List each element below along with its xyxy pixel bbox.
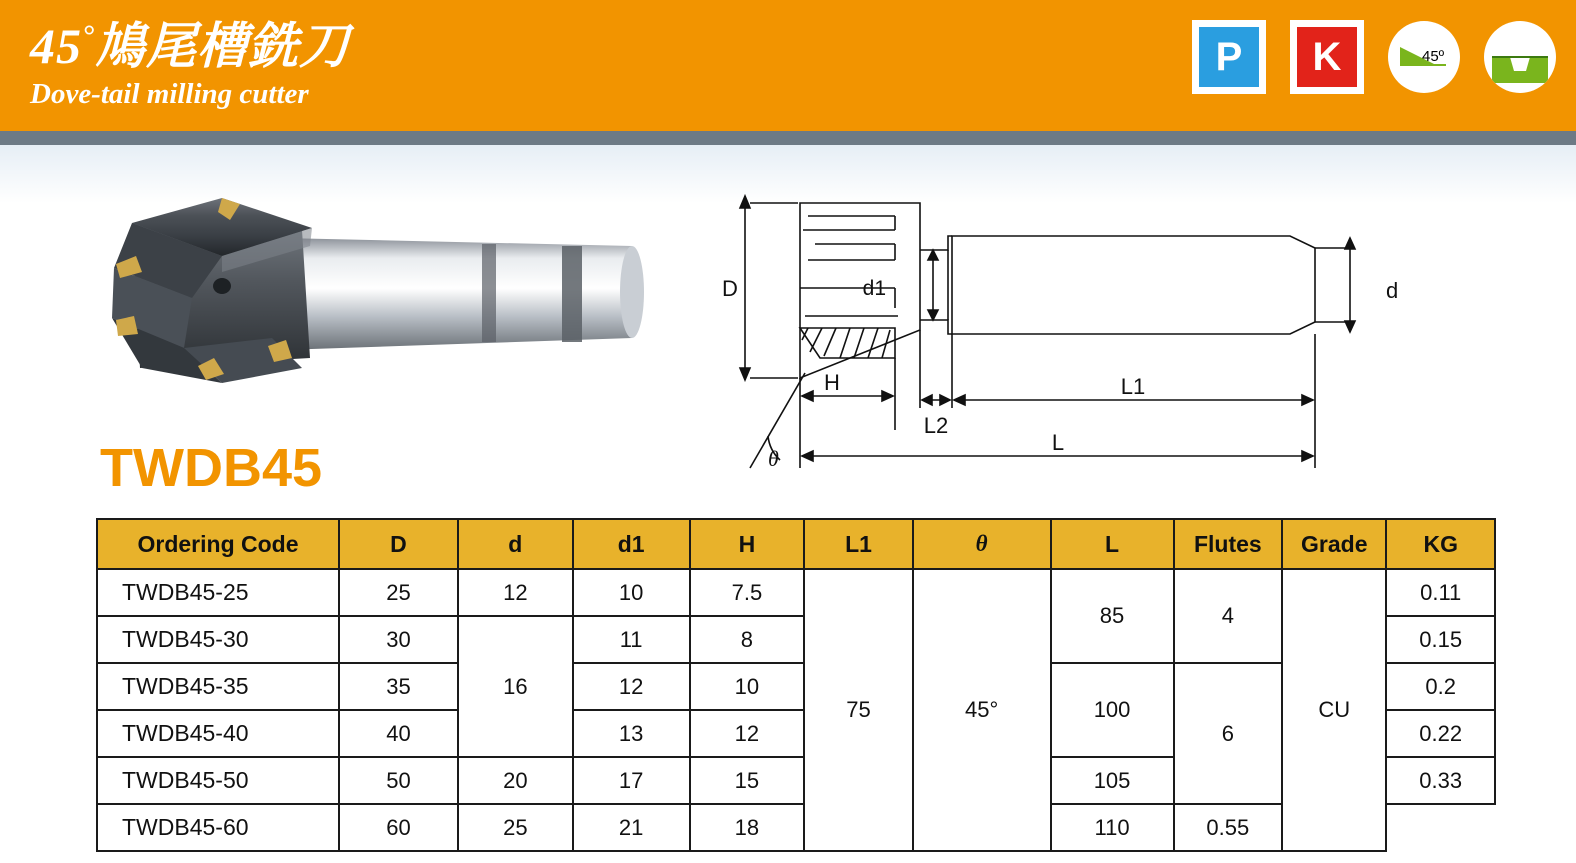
col-header-L: L: [1051, 519, 1174, 569]
material-badge-p-label: P: [1199, 27, 1259, 87]
material-badge-k-label: K: [1297, 27, 1357, 87]
angle-icon-label: 45º: [1422, 48, 1445, 65]
product-photo: [72, 168, 672, 418]
page-header: [0, 0, 1576, 131]
cell-flutes: 4: [1174, 569, 1283, 663]
col-header-ordering-code: Ordering Code: [97, 519, 339, 569]
title-chinese-text: 鳩尾槽銑刀: [95, 18, 350, 74]
cell-kg: 0.2: [1386, 663, 1495, 710]
cell-code: TWDB45-40: [97, 710, 339, 757]
material-badge-k: [1290, 20, 1364, 94]
cell-d1: 13: [573, 710, 690, 757]
dovetail-cutter-illustration: [72, 168, 672, 418]
title-degree-symbol: °: [82, 19, 95, 53]
label-L: L: [1051, 430, 1065, 455]
cell-d: 20: [458, 757, 573, 804]
cell-L: 85: [1051, 569, 1174, 663]
cell-H: 10: [690, 663, 805, 710]
label-d: d: [1386, 278, 1399, 303]
cell-d: 12: [458, 569, 573, 616]
cell-d1: 11: [573, 616, 690, 663]
header-badges: [1192, 20, 1556, 94]
table-header-row: [97, 519, 1495, 569]
cell-d: 16: [458, 616, 573, 757]
cell-grade: CU: [1282, 569, 1386, 851]
cell-kg: 0.15: [1386, 616, 1495, 663]
cell-L: 110: [1051, 804, 1174, 851]
header-titles: [30, 18, 350, 111]
cell-D: 25: [339, 569, 458, 616]
technical-drawing: [690, 168, 1399, 498]
spec-table-container: [96, 518, 1496, 852]
title-english: Dove-tail milling cutter: [30, 77, 309, 110]
header-divider-bar: [0, 131, 1576, 145]
angle-icon-badge: [1388, 21, 1460, 93]
cell-d1: 10: [573, 569, 690, 616]
col-header-theta: θ: [913, 519, 1051, 569]
col-header-grade: Grade: [1282, 519, 1386, 569]
table-row: [97, 569, 1495, 616]
cell-code: TWDB45-25: [97, 569, 339, 616]
cell-H: 7.5: [690, 569, 805, 616]
title-chinese-number: 45: [30, 18, 82, 74]
cell-H: 8: [690, 616, 805, 663]
page-title: TWDB45: [100, 438, 323, 498]
cell-code: TWDB45-60: [97, 804, 339, 851]
cell-kg: 0.22: [1386, 710, 1495, 757]
cell-d1: 21: [573, 804, 690, 851]
label-H: H: [824, 370, 840, 395]
cell-kg: 0.11: [1386, 569, 1495, 616]
cell-theta: 45°: [913, 569, 1051, 851]
label-L2: L2: [923, 413, 949, 438]
cell-code: TWDB45-50: [97, 757, 339, 804]
title-chinese: [30, 18, 350, 76]
col-header-L1: L1: [804, 519, 913, 569]
dimension-diagram: [690, 168, 1550, 498]
col-header-H: H: [690, 519, 805, 569]
label-d1: d1: [862, 277, 886, 300]
cell-D: 40: [339, 710, 458, 757]
cell-H: 15: [690, 757, 805, 804]
spec-table: [96, 518, 1496, 852]
cell-kg: 0.55: [1174, 804, 1283, 851]
cell-L1: 75: [804, 569, 913, 851]
cell-flutes: 6: [1174, 663, 1283, 804]
cell-L: 105: [1051, 757, 1174, 804]
cell-kg: 0.33: [1386, 757, 1495, 804]
col-header-d: d: [458, 519, 573, 569]
cell-D: 35: [339, 663, 458, 710]
cell-d: 25: [458, 804, 573, 851]
slot-icon-badge: [1484, 21, 1556, 93]
cell-code: TWDB45-30: [97, 616, 339, 663]
cell-D: 60: [339, 804, 458, 851]
cell-L: 100: [1051, 663, 1174, 757]
cell-code: TWDB45-35: [97, 663, 339, 710]
cell-H: 12: [690, 710, 805, 757]
label-L1: L1: [1120, 374, 1146, 399]
cell-D: 30: [339, 616, 458, 663]
material-badge-p: [1192, 20, 1266, 94]
label-D: D: [722, 276, 738, 301]
cell-d1: 17: [573, 757, 690, 804]
cell-d1: 12: [573, 663, 690, 710]
cell-H: 18: [690, 804, 805, 851]
col-header-d1: d1: [573, 519, 690, 569]
col-header-D: D: [339, 519, 458, 569]
col-header-kg: KG: [1386, 519, 1495, 569]
dovetail-slot-icon: [1484, 21, 1556, 93]
col-header-flutes: Flutes: [1174, 519, 1283, 569]
label-theta: θ: [768, 446, 779, 471]
cell-D: 50: [339, 757, 458, 804]
